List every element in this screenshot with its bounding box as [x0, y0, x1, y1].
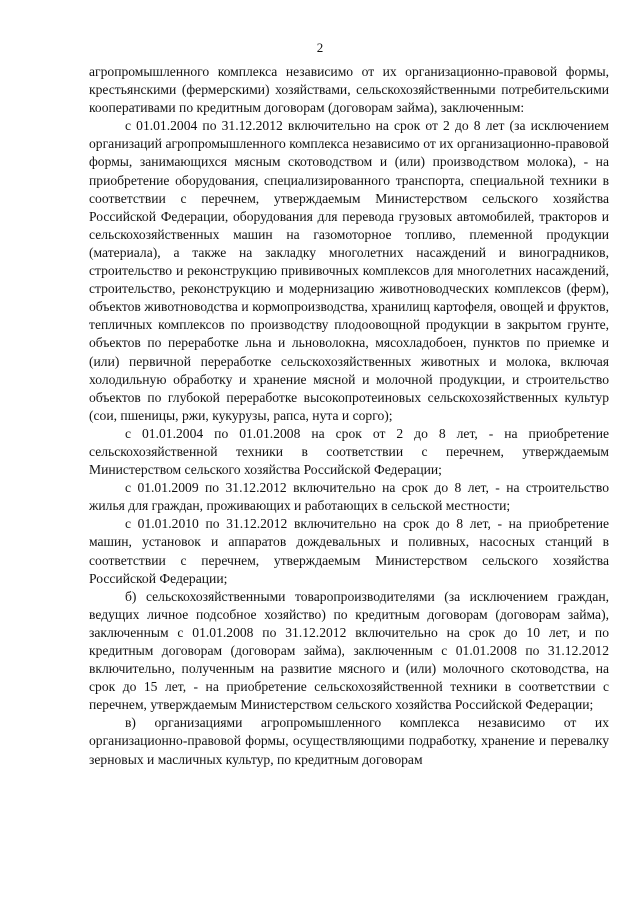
page-number: 2: [316, 40, 324, 55]
paragraph-item-v: в) организациями агропромышленного комплекса независимо от их организационно-правовой формы, осуществляющими подработку, хранение и перевалку зерновых и масличных культур, по кредитным договорам: [89, 715, 609, 767]
paragraph-clause-2004-2008: с 01.01.2004 по 01.01.2008 на срок от 2 до 8 лет, - на приобретение сельскохозяйственной техники в соответствии с перечнем, утверждаемым Министерством сельского хозяйства Российской Федерации;: [89, 425, 609, 478]
document-body: [89, 63, 609, 769]
paragraph-clause-2010-2012: с 01.01.2010 по 31.12.2012 включительно на срок до 8 лет, - на приобретение машин, установок и аппаратов дождевальных и поливных, насосных станций в соответствии с перечнем, утверждаемым Министерством сельского хозяйства Российской Федерации;: [89, 516, 609, 586]
paragraph-item-b: б) сельскохозяйственными товаропроизводителями (за исключением граждан, ведущих личное подсобное хозяйство) по кредитным договорам (договорам займа), заключенным с 01.01.2008 по 31.12.2012 включительно на срок до 10 лет, и по кредитным договорам (договорам займа), заключенным с 01.01.2008 по 31.12.2012 включительно, полученным на развитие мясного и (или) молочного скотоводства, на срок до 15 лет, - на приобретение сельскохозяйственной техники в соответствии с перечнем, утверждаемым Министерством сельского хозяйства Российской Федерации;: [89, 588, 609, 713]
paragraph-clause-2004-2012: с 01.01.2004 по 31.12.2012 включительно на срок от 2 до 8 лет (за исключением организаций агропромышленного комплекса независимо от их организационно-правовой формы, занимающихся мясным скотоводством и (или) производством молока), - на приобретение оборудования, специализированного транспорта, специальной техники в соответствии с перечнем, утверждаемым Министерством сельского хозяйства Российской Федерации, оборудования для перевода грузовых автомобилей, тракторов и сельскохозяйственных машин на газомоторное топливо, племенной продукции (материала), а также на закладку многолетних насаждений и виноградников, строительство и реконструкцию прививочных комплексов для многолетних насаждений, строительство, реконструкцию и модернизацию животноводческих комплексов (ферм), объектов животноводства и кормопроизводства, хранилищ картофеля, овощей и фруктов, тепличных комплексов по производству плодоовощной продукции в закрытом грунте, объектов по переработке льна и льноволокна, мясохладобоен, пунктов по приемке и (или) первичной переработке сельскохозяйственных животных и молока, включая холодильную обработку и хранение мясной и молочной продукции, и строительство объектов по глубокой переработке высокопротеиновых сельскохозяйственных культур (сои, пшеницы, ржи, кукурузы, рапса, нута и сорго);: [89, 118, 609, 423]
paragraph-continuation: агропромышленного комплекса независимо от их организационно-правовой формы, крестьянскими (фермерскими) хозяйствами, сельскохозяйственными потребительскими кооперативами по кредитным договорам (договорам займа), заключенным:: [89, 64, 609, 116]
paragraph-clause-2009-2012: с 01.01.2009 по 31.12.2012 включительно на срок до 8 лет, - на строительство жилья для граждан, проживающих и работающих в сельской местности;: [89, 480, 609, 514]
